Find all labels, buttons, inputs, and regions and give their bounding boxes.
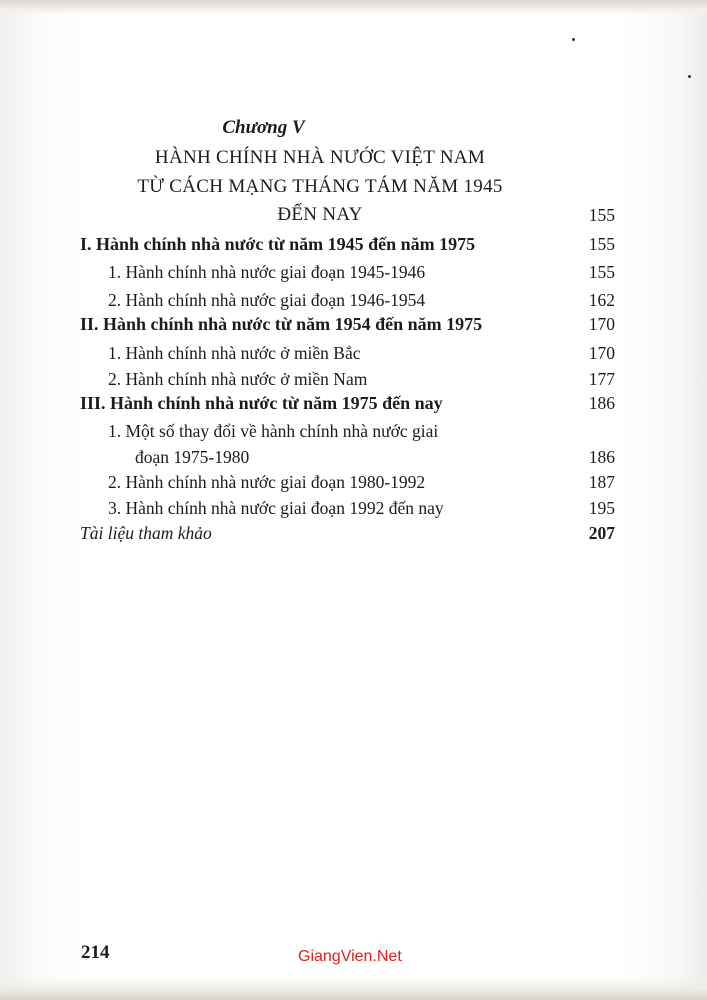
page-ref: 170 xyxy=(588,343,615,363)
chapter-title-line: ĐẾN NAY xyxy=(277,204,363,225)
toc-entry-label: Tài liệu tham khảo xyxy=(80,523,212,543)
page-ref: 187 xyxy=(588,472,615,492)
toc-entry-label: đoạn 1975-1980 xyxy=(135,447,250,467)
toc-entry xyxy=(80,314,615,340)
page-ref: 155 xyxy=(588,262,615,282)
toc-entry xyxy=(80,369,615,395)
toc-entry xyxy=(80,498,615,524)
chapter-title-page-row xyxy=(80,205,615,231)
toc-entry-label: 2. Hành chính nhà nước giai đoạn 1980-1992 xyxy=(108,472,426,492)
toc-entry xyxy=(80,262,615,288)
watermark: GiangVien.Net xyxy=(298,948,402,965)
toc-entry xyxy=(80,290,615,316)
toc-entry xyxy=(80,523,615,549)
page-ref: 186 xyxy=(588,393,615,413)
page-ref: 155 xyxy=(588,234,615,254)
toc-entry-label: II. Hành chính nhà nước từ năm 1954 đến năm 1975 xyxy=(80,314,483,334)
chapter-heading: Chương V xyxy=(222,117,305,138)
toc-entry xyxy=(80,393,615,419)
toc-entry-label: 1. Hành chính nhà nước giai đoạn 1945-1946 xyxy=(108,262,426,282)
toc-entry xyxy=(80,343,615,369)
toc-entry-continuation xyxy=(80,447,615,473)
page-ref: 170 xyxy=(588,314,615,334)
toc-entry-label: 2. Hành chính nhà nước ở miền Nam xyxy=(108,369,368,389)
page-ref: 186 xyxy=(588,447,615,467)
chapter-title-line: HÀNH CHÍNH NHÀ NƯỚC VIỆT NAM xyxy=(154,147,486,168)
toc-entry-label: 1. Một số thay đổi về hành chính nhà nước giai xyxy=(108,421,439,441)
toc-entry-label: 1. Hành chính nhà nước ở miền Bắc xyxy=(108,343,361,363)
toc-entry xyxy=(80,421,615,447)
toc-entry-label: III. Hành chính nhà nước từ năm 1975 đến nay xyxy=(80,393,443,413)
toc-entry xyxy=(80,234,615,260)
page-ref: 162 xyxy=(588,290,615,310)
toc-entry-label: I. Hành chính nhà nước từ năm 1945 đến năm 1975 xyxy=(80,234,476,254)
page-number: 214 xyxy=(81,942,110,963)
page-ref: 155 xyxy=(588,205,615,225)
page-ref: 195 xyxy=(588,498,615,518)
page-ref: 207 xyxy=(588,523,615,543)
toc-entry-label: 2. Hành chính nhà nước giai đoạn 1946-1954 xyxy=(108,290,426,310)
page-ref: 177 xyxy=(588,369,615,389)
toc-entry xyxy=(80,472,615,498)
toc-entry-label: 3. Hành chính nhà nước giai đoạn 1992 đến nay xyxy=(108,498,444,518)
chapter-title-line: TỪ CÁCH MẠNG THÁNG TÁM NĂM 1945 xyxy=(137,176,503,197)
